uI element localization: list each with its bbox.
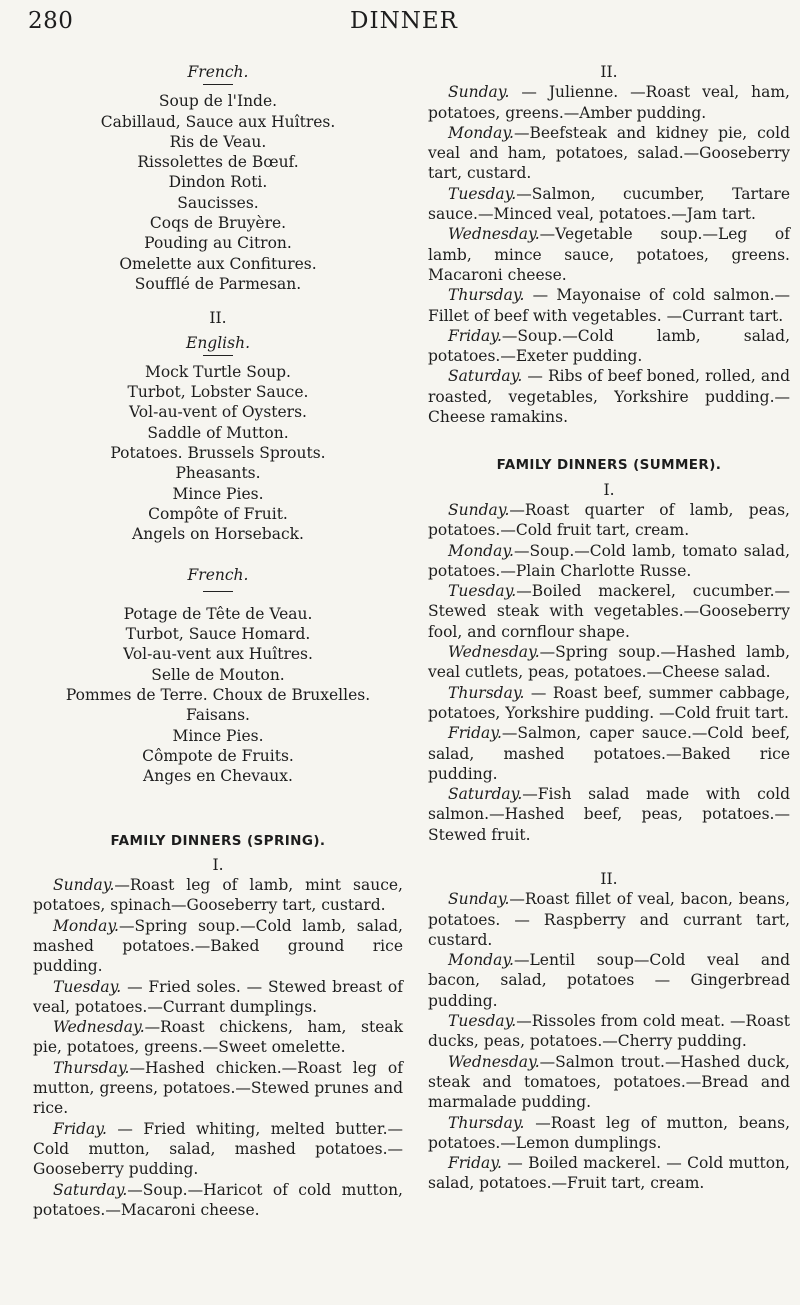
day-menu: — Julienne. —Roast veal, ham, potatoes, greens.—Amber pudding. [428, 83, 790, 122]
day-entry [428, 950, 790, 1011]
day-menu: — Roast beef, summer cabbage, potatoes, Yorkshire pudding. —Cold fruit tart. [428, 683, 790, 722]
day-name: Thursday. [448, 683, 525, 702]
menu-subtitle: French. [187, 565, 249, 584]
day-name: Thursday. [53, 1058, 130, 1077]
day-entry [428, 889, 790, 950]
day-name: Sunday. [448, 500, 510, 519]
menu-item: Faisans. [186, 706, 250, 725]
day-menu: —Roast leg of mutton, beans, potatoes.—Lemon dumplings. [428, 1113, 790, 1152]
day-name: Monday. [53, 916, 119, 935]
day-name: Thursday. [448, 1113, 525, 1132]
divider [203, 591, 233, 592]
page-header [28, 8, 780, 44]
menu-item: Cômpote de Fruits. [142, 746, 294, 765]
day-name: Friday. [448, 724, 502, 743]
day-entry [428, 500, 790, 541]
day-entry [428, 784, 790, 845]
day-menu: —Hashed chicken.—Roast leg of mutton, greens, potatoes.—Stewed prunes and rice. [33, 1058, 403, 1118]
day-name: Tuesday. [448, 582, 517, 601]
day-entry [33, 875, 403, 916]
day-name: Sunday. [448, 890, 510, 909]
day-name: Sunday. [448, 83, 510, 102]
menu-item: Anges en Chevaux. [143, 767, 293, 786]
day-menu: —Roast chickens, ham, steak pie, potatoes, greens.—Sweet omelette. [33, 1018, 403, 1057]
day-name: Saturday. [448, 367, 523, 386]
section-heading: FAMILY DINNERS (SUMMER). [496, 457, 722, 474]
day-name: Wednesday. [448, 643, 540, 662]
menu-item: Pouding au Citron. [144, 234, 292, 253]
divider [203, 355, 233, 356]
day-menu: —Spring soup.—Hashed lamb, veal cutlets, peas, potatoes.—Cheese salad. [428, 643, 790, 682]
menu-item: Dindon Roti. [168, 173, 268, 192]
menu-number: II. [209, 309, 227, 328]
day-name: Tuesday. [448, 184, 517, 203]
day-entry [428, 683, 790, 724]
day-menu: —Soup.—Cold lamb, tomato salad, potatoes.—Plain Charlotte Russe. [428, 541, 790, 580]
divider [203, 84, 233, 85]
day-menu: —Boiled mackerel, cucumber.—Stewed steak with vegetables.—Gooseberry fool, and cornflour shape. [428, 582, 790, 641]
menu-list [33, 604, 403, 787]
day-menu: —Salmon, caper sauce.—Cold beef, salad, mashed potatoes.—Baked rice pudding. [428, 724, 790, 783]
menu-item: Selle de Mouton. [151, 665, 285, 684]
menu-number: II. [600, 869, 618, 888]
day-name: Friday. [53, 1119, 107, 1138]
right-column [428, 62, 790, 1194]
day-entry [33, 1119, 403, 1180]
day-menu: —Salmon, cucumber, Tartare sauce.—Minced veal, potatoes.—Jam tart. [428, 184, 790, 224]
day-name: Monday. [448, 541, 514, 560]
menu-number: I. [603, 480, 615, 499]
day-name: Saturday. [448, 785, 523, 804]
day-entry [428, 184, 790, 225]
day-menu: —Fish salad made with cold salmon.—Hashed beef, peas, potatoes.—Stewed fruit. [428, 785, 790, 844]
day-entry [428, 642, 790, 683]
day-name: Wednesday. [53, 1018, 145, 1037]
section-heading: FAMILY DINNERS (SPRING). [110, 832, 326, 849]
menu-item: Saucisses. [177, 193, 259, 212]
day-name: Friday. [448, 326, 502, 345]
left-column [33, 62, 403, 1220]
menu-item: Potatoes. Brussels Sprouts. [110, 444, 326, 463]
menu-item: Pommes de Terre. Choux de Bruxelles. [65, 686, 371, 705]
day-menu: —Soup.—Haricot of cold mutton, potatoes.—Macaroni cheese. [33, 1180, 403, 1219]
day-name: Tuesday. [53, 977, 122, 996]
day-entry [428, 326, 790, 367]
day-name: Monday. [448, 123, 514, 142]
day-entry [33, 977, 403, 1018]
day-menu: —Roast leg of lamb, mint sauce, potatoes, spinach—Gooseberry tart, custard. [33, 876, 403, 915]
day-menu: —Soup.—Cold lamb, salad, potatoes.—Exeter pudding. [428, 326, 790, 366]
day-entry [428, 1153, 790, 1194]
day-entry [428, 123, 790, 184]
day-menu: —Roast quarter of lamb, peas, potatoes.—Cold fruit tart, cream. [428, 500, 790, 540]
day-menu: — Fried whiting, melted butter.—Cold mutton, salad, mashed potatoes.—Gooseberry pudding. [33, 1119, 403, 1179]
day-name: Monday. [448, 951, 514, 970]
menu-subtitle: French. [187, 63, 249, 81]
day-menu: —Spring soup.—Cold lamb, salad, mashed potatoes.—Baked ground rice pudding. [33, 916, 403, 976]
day-menu: —Roast fillet of veal, bacon, beans, potatoes. — Raspberry and currant tart, custard. [428, 890, 790, 949]
menu-number: I. [212, 855, 224, 874]
menu-item: Mock Turtle Soup. [144, 362, 291, 381]
menu-item: Vol-au-vent aux Huîtres. [123, 645, 313, 664]
day-entry [33, 916, 403, 977]
day-name: Sunday. [53, 876, 115, 895]
menu-item: Soup de l'Inde. [158, 92, 278, 111]
menu-item: Rissolettes de Bœuf. [137, 153, 299, 172]
menu-subtitle: English. [186, 333, 250, 352]
day-menu: — Mayonaise of cold salmon.—Fillet of beef with vegetables. —Currant tart. [428, 286, 790, 325]
menu-item: Compôte of Fruit. [148, 504, 288, 523]
menu-item: Mince Pies. [172, 726, 264, 745]
menu-item: Pheasants. [175, 464, 261, 483]
menu-item: Saddle of Mutton. [147, 423, 289, 442]
day-entry [428, 1052, 790, 1113]
day-entry [428, 541, 790, 582]
day-menu: —Lentil soup—Cold veal and bacon, salad, potatoes — Gingerbread pudding. [428, 951, 790, 1010]
menu-item: Vol-au-vent of Oysters. [129, 403, 307, 422]
day-entry [428, 366, 790, 427]
menu-item: Mince Pies. [172, 484, 264, 503]
day-name: Friday. [448, 1154, 502, 1173]
day-entry [428, 581, 790, 642]
menu-item: Soufflé de Parmesan. [134, 274, 302, 293]
day-entry [428, 1011, 790, 1052]
menu-number: II. [600, 63, 618, 81]
day-entry [428, 1113, 790, 1154]
day-menu: — Fried soles. — Stewed breast of veal, potatoes.—Currant dumplings. [33, 977, 403, 1016]
menu-item: Turbot, Lobster Sauce. [127, 383, 309, 402]
day-name: Wednesday. [448, 225, 540, 244]
day-entry [33, 1017, 403, 1058]
day-name: Wednesday. [448, 1052, 540, 1071]
running-head: DINNER [350, 8, 458, 34]
day-entry [428, 82, 790, 123]
menu-item: Ris de Veau. [169, 132, 267, 151]
day-menu: —Salmon trout.—Hashed duck, steak and tomatoes, potatoes.—Bread and marmalade pudding. [428, 1052, 790, 1112]
day-entry [428, 285, 790, 326]
menu-item: Angels on Horseback. [132, 525, 304, 544]
day-entry [33, 1058, 403, 1119]
day-name: Tuesday. [448, 1012, 517, 1031]
menu-item: Coqs de Bruyère. [149, 214, 287, 233]
day-menu: —Vegetable soup.—Leg of lamb, mince sauce, potatoes, greens. Macaroni cheese. [428, 225, 790, 284]
menu-item: Potage de Tête de Veau. [123, 604, 313, 623]
day-entry [33, 1180, 403, 1221]
page-number: 280 [28, 8, 74, 34]
day-menu: —Rissoles from cold meat. —Roast ducks, peas, potatoes.—Cherry pudding. [428, 1012, 790, 1051]
day-menu: — Boiled mackerel. — Cold mutton, salad, potatoes.—Fruit tart, cream. [428, 1154, 790, 1193]
menu-list [33, 91, 403, 294]
day-menu: —Beefsteak and kidney pie, cold veal and ham, potatoes, salad.—Gooseberry tart, custard. [428, 123, 790, 183]
day-name: Thursday. [448, 286, 525, 305]
day-entry [428, 224, 790, 285]
menu-list [33, 362, 403, 545]
day-name: Saturday. [53, 1180, 128, 1199]
day-menu: — Ribs of beef boned, rolled, and roasted, vegetables, Yorkshire pudding.—Cheese ramakins. [428, 367, 790, 427]
menu-item: Cabillaud, Sauce aux Huîtres. [100, 112, 336, 131]
menu-item: Omelette aux Confitures. [119, 254, 317, 273]
menu-item: Turbot, Sauce Homard. [125, 625, 311, 644]
day-entry [428, 723, 790, 784]
